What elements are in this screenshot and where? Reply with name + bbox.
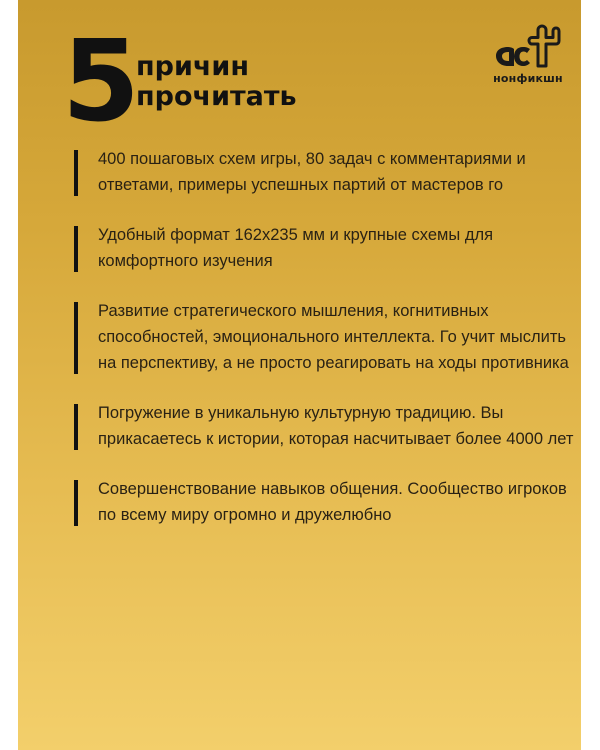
publisher-logo [478,22,578,100]
publisher-name: нонфикшн [493,72,563,85]
promo-card [18,0,581,750]
reason-text: Совершенствование навыков общения. Сообщество игроков по всему миру огромно и дружелюбно [98,480,567,524]
reason-bar [74,302,78,374]
headline-line-1: причин [136,51,250,82]
reasons-list [74,146,574,552]
reason-item-1 [74,146,574,198]
reason-item-3 [74,298,574,376]
reason-bar [74,150,78,196]
reason-text: Погружение в уникальную культурную традицию. Вы прикасаетесь к истории, которая насчитывает более 4000 лет [98,404,574,448]
reason-bar [74,480,78,526]
cactus-logo-icon [478,22,578,74]
headline-number: 5 [62,17,138,147]
reason-text: Удобный формат 162х235 мм и крупные схемы для комфортного изучения [98,226,494,270]
reason-item-4 [74,400,574,452]
reason-bar [74,226,78,272]
reason-bar [74,404,78,450]
reason-item-2 [74,222,574,274]
reason-text: Развитие стратегического мышления, когнитивных способностей, эмоционального интеллекта. Го учит мыслить на перспективу, а не просто реагировать на ходы противника [98,302,569,372]
headline-line-2: прочитать [136,81,297,112]
reason-text: 400 пошаговых схем игры, 80 задач с комментариями и ответами, примеры успешных партий от мастеров го [98,150,526,194]
reason-item-5 [74,476,574,528]
headline [136,52,297,112]
